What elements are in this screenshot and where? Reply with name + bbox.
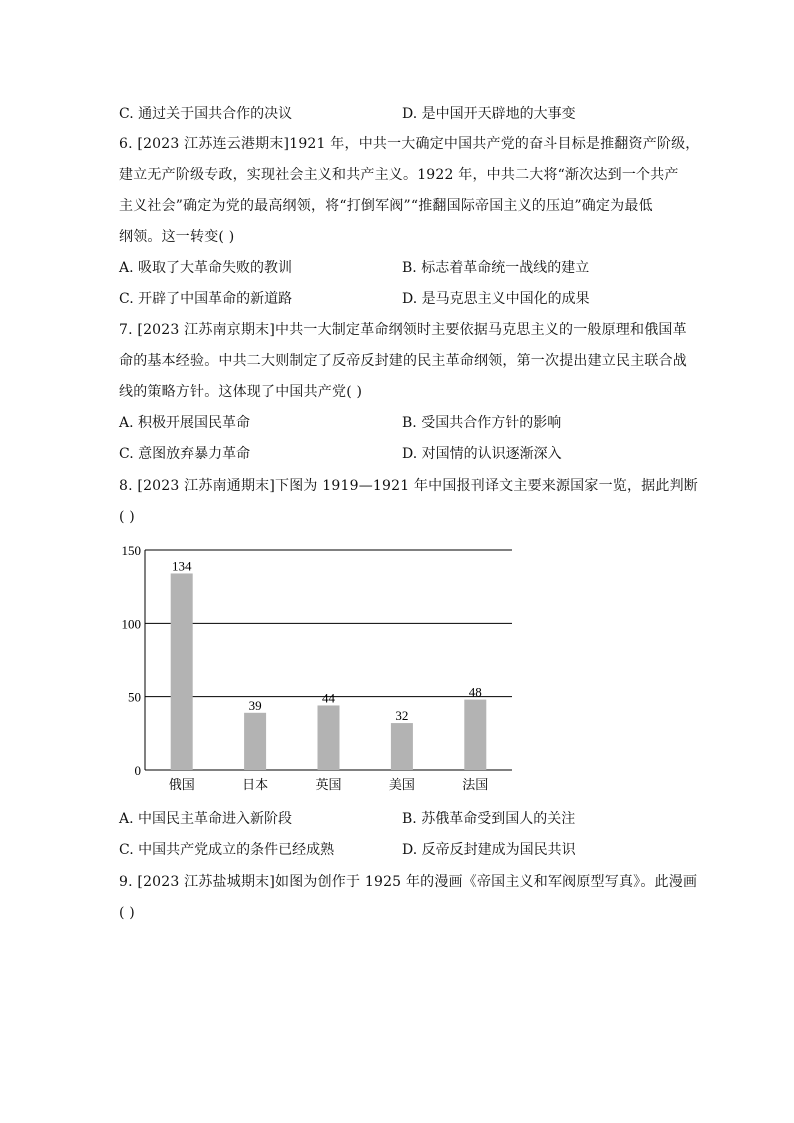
q6-option-a: A. 吸取了大革命失败的教训 bbox=[119, 260, 293, 276]
bar-value-label: 32 bbox=[395, 708, 409, 724]
q8-option-c: C. 中国共产党成立的条件已经成熟 bbox=[119, 842, 335, 858]
x-category-label: 英国 bbox=[315, 777, 342, 792]
bar-法国 bbox=[464, 700, 486, 770]
y-tick-label: 50 bbox=[128, 689, 141, 705]
q5-option-c: C. 通过关于国共合作的决议 bbox=[119, 106, 293, 122]
y-tick-label: 150 bbox=[121, 543, 141, 558]
q6-option-d: D. 是马克思主义中国化的成果 bbox=[402, 291, 590, 307]
q6-stem-line-4: 纲领。这一转变( ) bbox=[119, 229, 235, 245]
q7-option-d: D. 对国情的认识逐渐深入 bbox=[402, 446, 562, 462]
q6-stem-line-1: 6. [2023 江苏连云港期末]1921 年，中共一大确定中国共产党的奋斗目标是推翻资产阶级， bbox=[119, 136, 700, 152]
q7-option-b: B. 受国共合作方针的影响 bbox=[402, 415, 562, 431]
bar-value-label: 44 bbox=[322, 690, 335, 706]
q8-option-a: A. 中国民主革命进入新阶段 bbox=[119, 811, 293, 827]
y-tick-label: 0 bbox=[134, 763, 141, 778]
q7-stem-line-1: 7. [2023 江苏南京期末]中共一大制定革命纲领时主要依据马克思主义的一般原理和俄国革 bbox=[119, 322, 687, 338]
q8-stem-line-1: 8. [2023 江苏南通期末]下图为 1919—1921 年中国报刊译文主要来源国家一览，据此判断 bbox=[119, 478, 698, 494]
x-category-label: 俄国 bbox=[168, 777, 195, 792]
q6-option-b: B. 标志着革命统一战线的建立 bbox=[402, 260, 590, 276]
q5-option-d: D. 是中国开天辟地的大事变 bbox=[402, 106, 576, 122]
x-category-label: 日本 bbox=[242, 777, 269, 792]
q9-stem-line-1: 9. [2023 江苏盐城期末]如图为创作于 1925 年的漫画《帝国主义和军阀原型写真》。此漫画 bbox=[119, 874, 698, 890]
q6-stem-line-3: 主义社会”确定为党的最高纲领，将“打倒军阀”“推翻国际帝国主义的压迫”确定为最低 bbox=[119, 198, 653, 214]
q6-stem-line-2: 建立无产阶级专政，实现社会主义和共产主义。1922 年，中共二大将“渐次达到一个共产 bbox=[119, 167, 679, 183]
x-category-label: 法国 bbox=[462, 777, 489, 792]
bar-value-label: 48 bbox=[468, 684, 482, 700]
q7-option-a: A. 积极开展国民革命 bbox=[119, 415, 251, 431]
bar-value-label: 134 bbox=[171, 558, 192, 574]
q7-option-c: C. 意图放弃暴力革命 bbox=[119, 446, 251, 462]
bar-俄国 bbox=[171, 573, 193, 770]
y-tick-label: 100 bbox=[121, 616, 141, 632]
q8-stem-line-2: ( ) bbox=[119, 509, 135, 525]
bar-value-label: 39 bbox=[248, 697, 262, 713]
source-country-bar-chart bbox=[110, 538, 530, 798]
q8-option-d: D. 反帝反封建成为国民共识 bbox=[402, 842, 576, 858]
q7-stem-line-3: 线的策略方针。这体现了中国共产党( ) bbox=[119, 384, 363, 400]
q9-stem-line-2: ( ) bbox=[119, 905, 135, 921]
chart-bars bbox=[171, 573, 487, 770]
q8-option-b: B. 苏俄革命受到国人的关注 bbox=[402, 811, 576, 827]
bar-美国 bbox=[391, 723, 413, 770]
q7-stem-line-2: 命的基本经验。中共二大则制定了反帝反封建的民主革命纲领，第一次提出建立民主联合战 bbox=[119, 353, 687, 369]
q6-option-c: C. 开辟了中国革命的新道路 bbox=[119, 291, 293, 307]
bar-日本 bbox=[244, 713, 266, 770]
x-category-label: 美国 bbox=[388, 777, 415, 792]
bar-英国 bbox=[318, 705, 340, 770]
